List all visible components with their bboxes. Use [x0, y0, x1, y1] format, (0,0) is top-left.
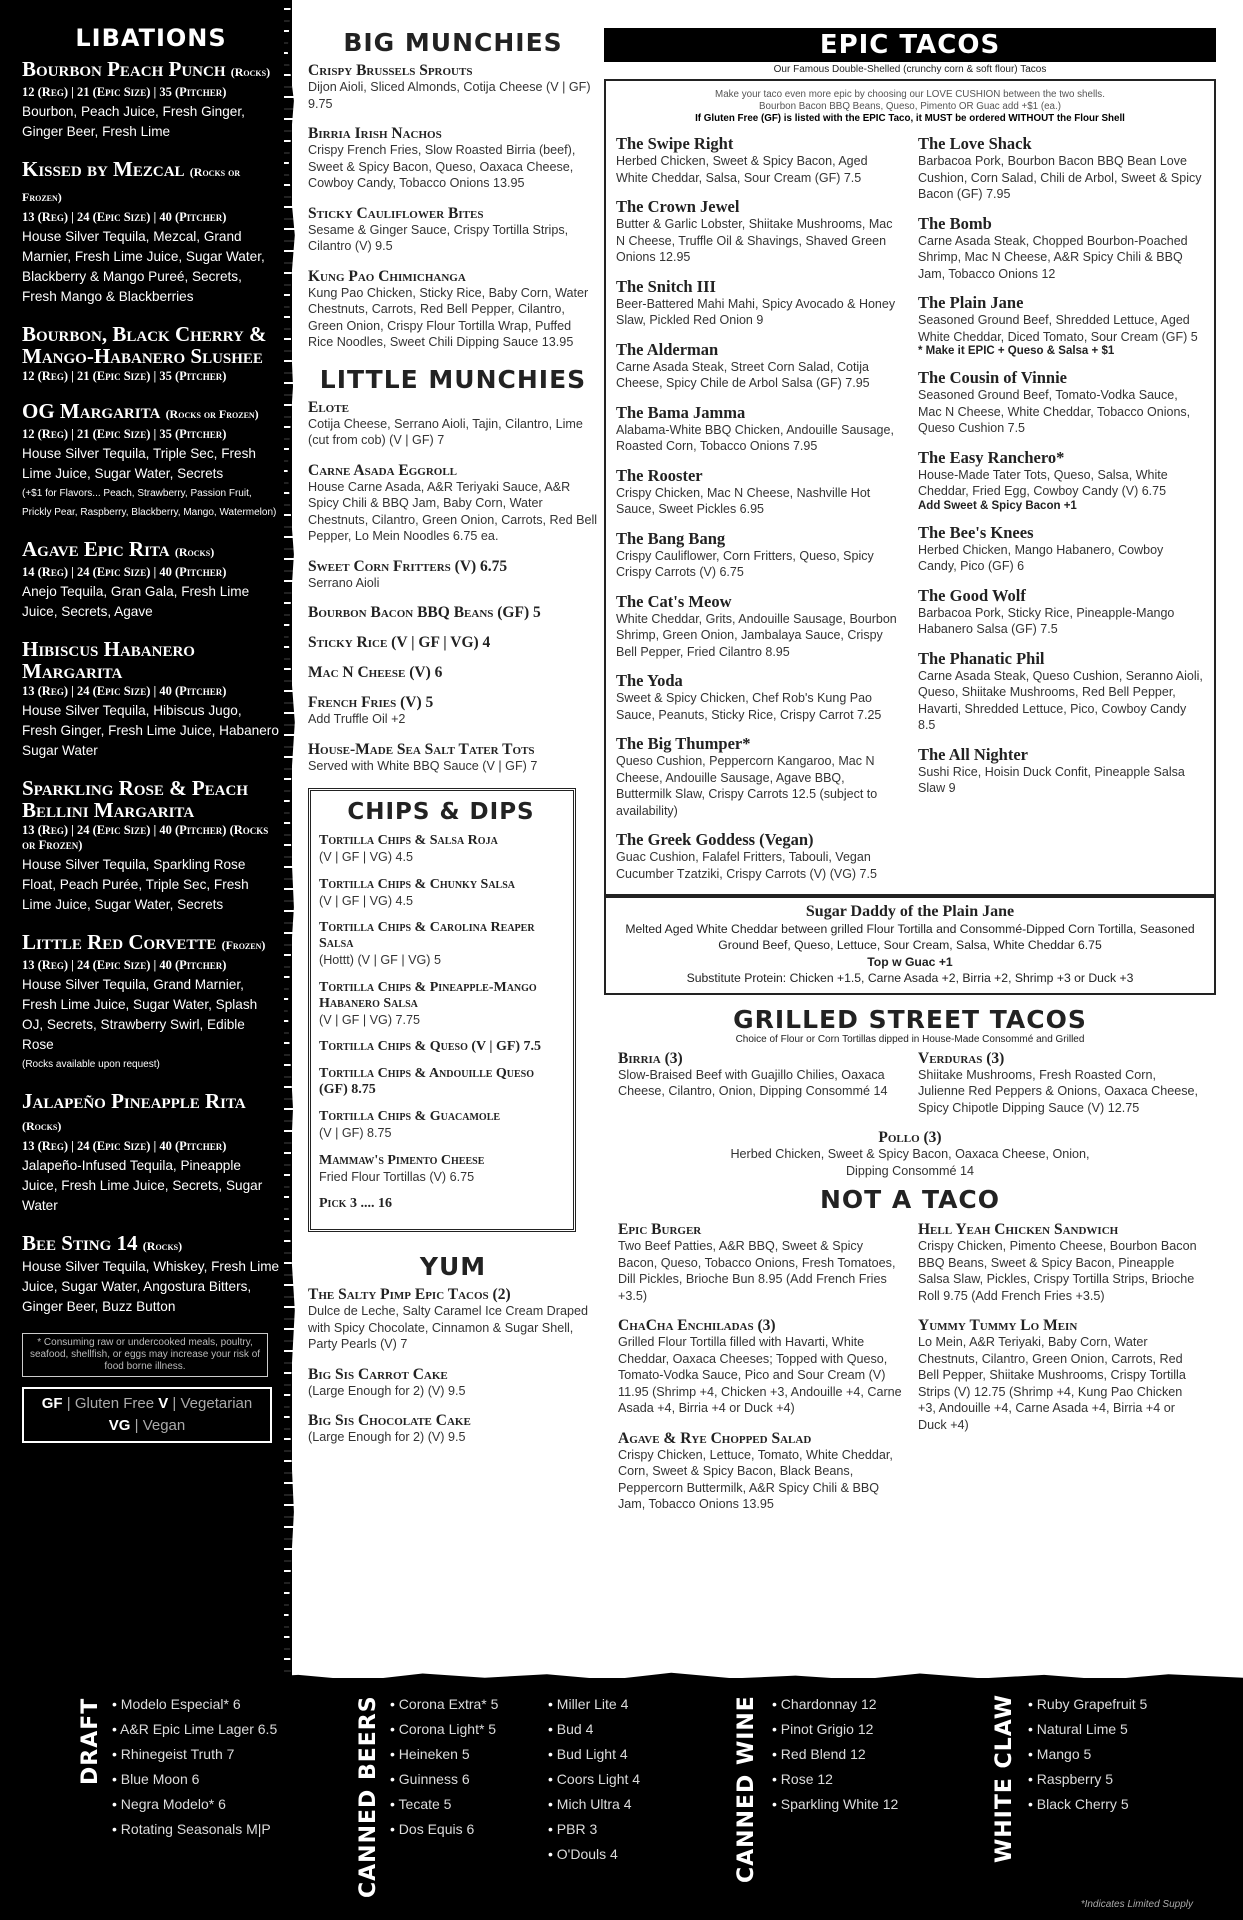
- drink-list-item: • Rhinegeist Truth 7: [112, 1742, 277, 1767]
- drink-name: [22, 158, 280, 208]
- drink-list-item: • Mango 5: [1028, 1742, 1147, 1767]
- taco-item: [918, 449, 1204, 512]
- taco-item: [918, 135, 1204, 203]
- drink-list-item: • Modelo Especial* 6: [112, 1692, 277, 1717]
- drink-desc: House Silver Tequila, Grand Marnier, Fresh Lime Juice, Sugar Water, Splash OJ, Secrets, Strawberry Swirl, Edible Rose: [22, 977, 258, 1052]
- taco-name: The Alderman: [616, 339, 719, 359]
- chips-dips-title: CHIPS & DIPS: [347, 799, 535, 825]
- drink-name: [22, 1232, 280, 1257]
- item-name: Big Sis Chocolate Cake: [308, 1412, 471, 1429]
- street-tacos-section: GRILLED STREET TACOS Choice of Flour or Corn Tortillas dipped in House-Made Consommé and Grilled Birria (3) Slow-Braised Beef with Guajillo Chilies, Oaxaca Cheese, Cilantro, Onion, Dipping Consommé 14 Verduras (3) Shiitake Mushrooms, Fresh Roasted Corn, Julienne Red Peppers & Onions, Oaxaca Cheese, Spicy Chipotle Dipping Sauce (V) 12.75 Pollo (3) Herbed Chicken, Sweet & Spicy Bacon, Oaxaca Cheese, Onion, Dipping Consommé 14: [604, 1005, 1216, 1180]
- drink-name-text: Hibiscus Habanero Margarita: [22, 637, 195, 683]
- tacos-right-list: [918, 135, 1204, 894]
- taco-item: [918, 587, 1204, 638]
- menu-item: [319, 833, 563, 866]
- taco-name: The Big Thumper*: [616, 734, 751, 753]
- menu-item: [319, 877, 563, 910]
- item-desc: (Large Enough for 2) (V) 9.5: [308, 1430, 466, 1444]
- munchies-column: [308, 28, 598, 1460]
- item-name: Tortilla Chips & Chunky Salsa: [319, 876, 516, 892]
- yum-title: YUM: [419, 1252, 487, 1281]
- item-desc: Serrano Aioli: [308, 575, 380, 590]
- drink-item: [22, 638, 280, 761]
- drink-item: [22, 777, 280, 915]
- item-name: Birria Irish Nachos: [308, 125, 442, 142]
- taco-name: The All Nighter: [918, 744, 1028, 764]
- taco-desc: Queso Cushion, Peppercorn Kangaroo, Mac N Cheese, Andouille Sausage, Agave BBQ, Buttermilk Slaw, Crispy Carrots 12.5 (subject to availability): [616, 754, 878, 818]
- drink-price: 13 (Reg) | 24 (Epic Size) | 40 (Pitcher): [22, 210, 227, 224]
- drink-list-item: • Guinness 6: [390, 1767, 498, 1792]
- menu-item: [308, 1287, 598, 1353]
- drink-desc: House Silver Tequila, Mezcal, Grand Marnier, Fresh Lime Juice, Sugar Water, Blackberry & Mango Pureé, Secrets, Fresh Mango & Blackberries: [22, 229, 265, 304]
- drink-item: [22, 1090, 280, 1216]
- item-name: ChaCha Enchiladas (3): [618, 1317, 776, 1334]
- item-desc: Crispy French Fries, Slow Roasted Birria (beef), Sweet & Spicy Bacon, Queso, Oaxaca Cheese, Cowboy Candy, Tobacco Onions 13.95: [308, 143, 576, 190]
- item-desc: (Large Enough for 2) (V) 9.5: [308, 1383, 466, 1398]
- taco-name: The Bama Jamma: [616, 402, 746, 422]
- item-name: Tortilla Chips & Pineapple-Mango Habanero Salsa: [319, 979, 537, 1011]
- item-desc: Lo Mein, A&R Teriyaki, Baby Corn, Water Chestnuts, Cilantro, Green Onion, Carrots, Red Bell Pepper, Shiitake Mushrooms, Crispy Tortilla Strips (V) 12.75 (Shrimp +4, Kung Pao Chicken +3, Andouille +4, Carne Asada +4, Birria +4 or Duck +4): [918, 1335, 1186, 1432]
- drinks-list: [22, 58, 280, 1317]
- street-tacos-title: GRILLED STREET TACOS: [733, 1004, 1087, 1034]
- taco-desc: Herbed Chicken, Sweet & Spicy Bacon, Aged White Cheddar, Salsa, Sour Cream (GF) 7.5: [616, 154, 868, 185]
- drink-list-item: • Sparkling White 12: [772, 1792, 898, 1817]
- drink-list-item: • Black Cherry 5: [1028, 1792, 1147, 1817]
- taco-name: The Greek Goddess (Vegan): [616, 830, 814, 849]
- item-desc: (V | GF | VG) 7.75: [319, 1012, 421, 1027]
- menu-item: [308, 126, 598, 192]
- drink-name: [22, 1090, 280, 1137]
- epic-tacos-box: [604, 79, 1216, 896]
- drink-desc: Bourbon, Peach Juice, Fresh Ginger, Ginger Beer, Fresh Lime: [22, 104, 245, 139]
- item-name: Sticky Cauliflower Bites: [308, 204, 484, 222]
- sugar-daddy-box: Sugar Daddy of the Plain Jane Melted Aged White Cheddar between grilled Flour Tortilla and Consommé-Dipped Corn Tortilla, Seasoned Ground Beef, Queso, Lettuce, Sour Cream, Salsa, White Cheddar 6.75 Top w Guac +1 Substitute Protein: Chicken +1.5, Carne Asada +2, Birria +2, Shrimp +3 or Duck +3: [604, 896, 1216, 995]
- item-desc: Crispy Chicken, Lettuce, Tomato, White Cheddar, Corn, Sweet & Spicy Bacon, Black Beans, Peppercorn Buttermilk, A&R Spicy Chili & BBQ Jam, Tobacco Onions 13.95: [618, 1447, 893, 1511]
- taco-desc: House-Made Tater Tots, Queso, Salsa, White Cheddar, Fried Egg, Cowboy Candy (V) 6.75: [918, 467, 1168, 498]
- drink-desc: House Silver Tequila, Sparkling Rose Float, Peach Purée, Triple Sec, Fresh Lime Juice, Sugar Water, Secrets: [22, 857, 249, 912]
- not-taco-left: [618, 1222, 902, 1527]
- drink-item: [22, 538, 280, 622]
- drink-tag: (Rocks): [22, 1119, 62, 1133]
- drink-item: [22, 400, 280, 522]
- drink-desc: Anejo Tequila, Gran Gala, Fresh Lime Juice, Secrets, Agave: [22, 584, 250, 619]
- not-a-taco-section: [604, 1185, 1216, 1527]
- drink-list-item: • Blue Moon 6: [112, 1767, 277, 1792]
- item-desc: (V | GF | VG) 4.5: [319, 850, 414, 864]
- drink-list-item: • Mich Ultra 4: [548, 1792, 640, 1817]
- taco-item: [616, 404, 902, 455]
- libations-title: LIBATIONS: [75, 24, 227, 52]
- drink-list-item: • Heineken 5: [390, 1742, 498, 1767]
- menu-item: [319, 920, 563, 969]
- taco-desc: Butter & Garlic Lobster, Shiitake Mushrooms, Mac N Cheese, Truffle Oil & Shavings, Shaved Green Onions 12.95: [616, 217, 893, 264]
- taco-item: [616, 198, 902, 266]
- menu-item: [918, 1318, 1202, 1433]
- taco-item: [616, 135, 902, 186]
- menu-item: [308, 269, 598, 351]
- item-name: French Fries (V) 5: [308, 694, 434, 711]
- taco-desc: White Cheddar, Grits, Andouille Sausage, Bourbon Shrimp, Green Onion, Jambalaya Sauce, Crispy Bell Pepper, Fried Cilantro 8.95: [616, 611, 897, 659]
- canned-beers-label: CANNED BEERS: [356, 1695, 381, 1898]
- menu-item: [918, 1222, 1202, 1304]
- taco-item: [616, 530, 902, 581]
- drink-name-text: OG Margarita: [22, 399, 161, 423]
- drink-price: 14 (Reg) | 24 (Epic Size) | 40 (Pitcher): [22, 565, 227, 579]
- little-munchies-title: LITTLE MUNCHIES: [319, 364, 587, 394]
- item-desc: Dijon Aioli, Sliced Almonds, Cotija Cheese (V | GF) 9.75: [308, 80, 591, 111]
- item-name: Sticky Rice (V | GF | VG) 4: [308, 634, 491, 651]
- item-desc: Add Truffle Oil +2: [308, 712, 406, 726]
- taco-item: [918, 294, 1204, 357]
- drink-item: [22, 58, 280, 142]
- taco-name: The Cousin of Vinnie: [918, 368, 1067, 387]
- item-desc: Served with White BBQ Sauce (V | GF) 7: [308, 758, 538, 773]
- item-name: Tortilla Chips & Andouille Queso (GF) 8.75: [319, 1066, 535, 1097]
- draft-label: DRAFT: [78, 1698, 103, 1786]
- drink-price: 12 (Reg) | 21 (Epic Size) | 35 (Pitcher): [22, 85, 227, 99]
- drink-tag: (Rocks): [230, 65, 271, 79]
- libations-panel: [0, 0, 292, 1680]
- taco-desc: Crispy Cauliflower, Corn Fritters, Queso, Spicy Crispy Carrots (V) 6.75: [616, 548, 874, 579]
- menu-item: [308, 605, 598, 621]
- item-name: Kung Pao Chimichanga: [308, 267, 466, 285]
- item-desc: (V | GF | VG) 4.5: [319, 893, 414, 908]
- taco-item: [918, 369, 1204, 437]
- taco-name: The Rooster: [616, 465, 703, 485]
- little-munchies-list: [308, 400, 598, 775]
- taco-item: [918, 524, 1204, 575]
- menu-item: [319, 1196, 563, 1212]
- item-desc: (Hottt) (V | GF | VG) 5: [319, 953, 441, 967]
- chips-dips-list: [319, 833, 563, 1212]
- drink-name: [22, 323, 280, 367]
- item-name: Tortilla Chips & Salsa Roja: [319, 833, 498, 848]
- item-name: Crispy Brussels Sprouts: [308, 62, 473, 79]
- draft-list: [112, 1692, 277, 1842]
- drink-list-item: • Corona Light* 5: [390, 1717, 498, 1742]
- drink-list-item: • Chardonnay 12: [772, 1692, 898, 1717]
- drink-desc: House Silver Tequila, Triple Sec, Fresh Lime Juice, Sugar Water, Secrets: [22, 446, 256, 481]
- drink-desc: House Silver Tequila, Hibiscus Jugo, Fresh Ginger, Fresh Lime Juice, Habanero Sugar Water: [22, 703, 279, 758]
- taco-desc: Carne Asada Steak, Queso Cushion, Seranno Aioli, Queso, Shiitake Mushrooms, Red Bell Pepper, Havarti, Shredded Lettuce, Pico, Cowboy Candy 8.5: [918, 668, 1203, 732]
- menu-item: [308, 559, 598, 592]
- item-name: Agave & Rye Chopped Salad: [618, 1429, 812, 1447]
- drink-name-text: Little Red Corvette: [22, 930, 217, 954]
- taco-extra: * Make it EPIC + Queso & Salsa + $1: [918, 345, 1115, 357]
- taco-item: [918, 650, 1204, 734]
- drink-price: 12 (Reg) | 21 (Epic Size) | 35 (Pitcher): [22, 369, 227, 383]
- drink-list-item: • Corona Extra* 5: [390, 1692, 498, 1717]
- taco-extra: Add Sweet & Spicy Bacon +1: [918, 499, 1077, 512]
- taco-desc: Crispy Chicken, Mac N Cheese, Nashville Hot Sauce, Sweet Pickles 6.95: [616, 485, 871, 516]
- menu-item: [618, 1431, 902, 1513]
- menu-item: [308, 400, 598, 449]
- taco-item: [616, 278, 902, 329]
- item-desc: Cotija Cheese, Serrano Aioli, Tajin, Cilantro, Lime (cut from cob) (V | GF) 7: [308, 416, 583, 447]
- menu-item: [308, 63, 598, 112]
- big-munchies-list: [308, 63, 598, 351]
- diet-legend: GF | Gluten Free V | Vegetarian VG | Vegan: [22, 1387, 272, 1443]
- drinks-bar: [0, 1678, 1243, 1920]
- not-a-taco-title: NOT A TACO: [819, 1185, 1001, 1214]
- taco-item: [616, 341, 902, 392]
- taco-desc: Seasoned Ground Beef, Tomato-Vodka Sauce, Mac N Cheese, White Cheddar, Tobacco Onions, Queso Cushion 7.5: [918, 388, 1191, 435]
- white-claw-label: WHITE CLAW: [992, 1693, 1017, 1863]
- taco-desc: Herbed Chicken, Mango Habanero, Cowboy Candy, Pico (GF) 6: [918, 542, 1164, 573]
- drink-list-item: • Rotating Seasonals M|P: [112, 1817, 277, 1842]
- drink-price: 13 (Reg) | 24 (Epic Size) | 40 (Pitcher) (Rocks or Frozen): [22, 823, 269, 852]
- item-name: Mammaw's Pimento Cheese: [319, 1152, 485, 1168]
- menu-item: [319, 1066, 563, 1098]
- drink-name: [22, 638, 280, 682]
- drink-name: [22, 400, 280, 425]
- taco-item: [918, 215, 1204, 283]
- menu-item: [308, 206, 598, 255]
- drink-list-item: • Red Blend 12: [772, 1742, 898, 1767]
- drink-list-item: • Pinot Grigio 12: [772, 1717, 898, 1742]
- drink-list-item: • PBR 3: [548, 1817, 640, 1842]
- not-taco-right: [918, 1222, 1202, 1527]
- item-name: Big Sis Carrot Cake: [308, 1365, 448, 1383]
- drink-name-text: Agave Epic Rita: [22, 537, 170, 561]
- drink-name-text: Bourbon, Black Cherry & Mango-Habanero Slushee: [22, 322, 267, 368]
- epic-tacos-subtitle: Our Famous Double-Shelled (crunchy corn & soft flour) Tacos: [773, 64, 1047, 75]
- big-munchies-title: BIG MUNCHIES: [343, 28, 563, 57]
- taco-item: [616, 735, 902, 819]
- drink-price: 13 (Reg) | 24 (Epic Size) | 40 (Pitcher): [22, 958, 227, 972]
- drink-name-text: Kissed by Mezcal: [22, 157, 185, 181]
- menu-item: [308, 463, 598, 545]
- menu-item: [319, 1109, 563, 1142]
- taco-name: The Good Wolf: [918, 585, 1026, 605]
- item-name: Hell Yeah Chicken Sandwich: [918, 1221, 1119, 1238]
- canned-wine-list: [772, 1692, 898, 1817]
- item-name: Yummy Tummy Lo Mein: [918, 1317, 1078, 1334]
- drink-list-item: • Bud Light 4: [548, 1742, 640, 1767]
- item-name: Pick 3 .... 16: [319, 1196, 392, 1211]
- drink-tag: (Frozen): [221, 938, 266, 952]
- menu-item: [308, 1413, 598, 1446]
- menu-item: [308, 635, 598, 651]
- taco-name: The Yoda: [616, 671, 683, 690]
- item-desc: Sesame & Ginger Sauce, Crispy Tortilla Strips, Cilantro (V) 9.5: [308, 222, 569, 253]
- white-claw-list: [1028, 1692, 1147, 1817]
- taco-name: The Love Shack: [918, 134, 1032, 153]
- menu-item: [618, 1318, 902, 1417]
- chips-dips-box: [308, 788, 576, 1232]
- item-name: Tortilla Chips & Guacamole: [319, 1109, 501, 1124]
- item-name: The Salty Pimp Epic Tacos (2): [308, 1286, 511, 1303]
- taco-name: The Phanatic Phil: [918, 648, 1045, 668]
- menu-item: [319, 980, 563, 1029]
- tacos-left-list: [616, 135, 902, 894]
- taco-item: [616, 593, 902, 661]
- drink-item: [22, 931, 280, 1074]
- drink-name: [22, 777, 280, 821]
- taco-item: [616, 672, 902, 723]
- drink-list-item: • Natural Lime 5: [1028, 1717, 1147, 1742]
- drink-list-item: • Raspberry 5: [1028, 1767, 1147, 1792]
- drink-note: (+$1 for Flavors... Peach, Strawberry, Passion Fruit, Prickly Pear, Raspberry, Blackberry, Mango, Watermelon): [22, 488, 277, 518]
- drink-tag: (Rocks): [142, 1239, 183, 1253]
- item-name: Bourbon Bacon BBQ Beans (GF) 5: [308, 604, 541, 621]
- drink-name-text: Jalapeño Pineapple Rita: [22, 1089, 246, 1113]
- drink-list-item: • Dos Equis 6: [390, 1817, 498, 1842]
- taco-desc: Carne Asada Steak, Street Corn Salad, Cotija Cheese, Spicy Chile de Arbol Salsa (GF) 7.95: [616, 359, 870, 390]
- taco-name: The Plain Jane: [918, 293, 1024, 312]
- taco-desc: Carne Asada Steak, Chopped Bourbon-Poached Shrimp, Mac N Cheese, A&R Spicy Chili & BBQ Jam, Tobacco Onions 12: [918, 233, 1188, 281]
- taco-name: The Bee's Knees: [918, 522, 1034, 542]
- drink-name: [22, 58, 280, 83]
- drink-list-item: • Ruby Grapefruit 5: [1028, 1692, 1147, 1717]
- taco-desc: Barbacoa Pork, Sticky Rice, Pineapple-Mango Habanero Salsa (GF) 7.5: [918, 605, 1175, 636]
- drink-price: 13 (Reg) | 24 (Epic Size) | 40 (Pitcher): [22, 684, 227, 698]
- taco-name: The Swipe Right: [616, 134, 734, 153]
- taco-name: The Cat's Meow: [616, 591, 732, 611]
- menu-item: [618, 1222, 902, 1304]
- canned-beers-list-2: [548, 1692, 640, 1867]
- drink-list-item: • O'Douls 4: [548, 1842, 640, 1867]
- taco-desc: Guac Cushion, Falafel Fritters, Tabouli, Vegan Cucumber Tzatziki, Crispy Carrots (V) (VG) 7.5: [616, 850, 877, 881]
- taco-desc: Seasoned Ground Beef, Shredded Lettuce, Aged White Cheddar, Diced Tomato, Sour Cream (GF) 5: [918, 313, 1198, 344]
- drink-name-text: Bee Sting 14: [22, 1231, 138, 1255]
- taco-item: [616, 467, 902, 518]
- tacos-column: [604, 28, 1216, 1527]
- taco-desc: Barbacoa Pork, Bourbon Bacon BBQ Bean Love Cushion, Corn Salad, Chili de Arbol, Sweet & Spicy Bacon (GF) 7.95: [918, 154, 1202, 201]
- taco-desc: Sweet & Spicy Chicken, Chef Rob's Kung Pao Sauce, Peanuts, Sticky Rice, Crispy Carrot 7.25: [616, 691, 882, 722]
- drink-name: [22, 538, 280, 563]
- menu-item: [308, 1367, 598, 1400]
- drink-item: [22, 158, 280, 307]
- taco-desc: Beer-Battered Mahi Mahi, Spicy Avocado & Honey Slaw, Pickled Red Onion 9: [616, 296, 896, 327]
- limited-supply-note: *Indicates Limited Supply: [1080, 1899, 1193, 1910]
- menu-item: [319, 1153, 563, 1186]
- item-desc: Two Beef Patties, A&R BBQ, Sweet & Spicy Bacon, Queso, Tobacco Onions, Fresh Tomatoes, Dill Pickles, Brioche Bun 8.95 (Add French Fries +3.5): [618, 1239, 896, 1303]
- item-desc: House Carne Asada, A&R Teriyaki Sauce, A&R Spicy Chili & BBQ Jam, Baby Corn, Water Chestnuts, Cilantro, Green Onion, Carrots, Red Bell Pepper, Lo Mein Noodles 6.75 ea.: [308, 479, 598, 543]
- drink-item: [22, 323, 280, 384]
- taco-name: The Easy Ranchero*: [918, 447, 1065, 467]
- drink-desc: Jalapeño-Infused Tequila, Pineapple Juice, Fresh Lime Juice, Secrets, Sugar Water: [22, 1158, 263, 1213]
- drink-list-item: • Tecate 5: [390, 1792, 498, 1817]
- drink-list-item: • Negra Modelo* 6: [112, 1792, 277, 1817]
- item-desc: Kung Pao Chicken, Sticky Rice, Baby Corn, Water Chestnuts, Carrots, Red Bell Pepper, Cilantro, Green Onion, Crispy Flour Tortilla Wrap, Puffed Rice Noodles, Sweet Chili Dipping Sauce 13.95: [308, 285, 589, 349]
- drink-desc: House Silver Tequila, Whiskey, Fresh Lime Juice, Sugar Water, Angostura Bitters, Ginger Beer, Buzz Button: [22, 1259, 280, 1314]
- drink-price: 12 (Reg) | 21 (Epic Size) | 35 (Pitcher): [22, 427, 227, 441]
- drink-list-item: • A&R Epic Lime Lager 6.5: [112, 1717, 277, 1742]
- drink-name: [22, 931, 280, 956]
- item-name: Epic Burger: [618, 1221, 702, 1238]
- drink-name-text: Bourbon Peach Punch: [22, 57, 226, 81]
- menu-item: [308, 665, 598, 681]
- item-name: Elote: [308, 398, 349, 416]
- taco-name: The Bang Bang: [616, 528, 726, 548]
- drink-list-item: • Miller Lite 4: [548, 1692, 640, 1717]
- item-name: Mac N Cheese (V) 6: [308, 664, 443, 681]
- taco-name: The Bomb: [918, 213, 992, 233]
- street-tacos-subtitle: Choice of Flour or Corn Tortillas dipped in House-Made Consommé and Grilled: [735, 1033, 1085, 1045]
- menu-item: [308, 695, 598, 728]
- item-desc: (V | GF) 8.75: [319, 1126, 392, 1140]
- drink-list-item: • Bud 4: [548, 1717, 640, 1742]
- taco-item: [918, 746, 1204, 797]
- epic-intro: Make your taco even more epic by choosing our LOVE CUSHION between the two shells. Bourbon Bacon BBQ Beans, Queso, Pimento OR Guac add +$1 (ea.) If Gluten Free (GF) is listed with the EPIC Taco, it MUST be ordered WITHOUT the Flour Shell: [695, 89, 1125, 124]
- drink-tag: (Rocks or Frozen): [22, 165, 241, 204]
- epic-tacos-title: EPIC TACOS: [604, 28, 1216, 62]
- taco-name: The Snitch III: [616, 276, 716, 296]
- drink-list-item: • Coors Light 4: [548, 1767, 640, 1792]
- menu-item: [308, 742, 598, 775]
- taco-name: The Crown Jewel: [616, 197, 740, 216]
- drink-tag: (Rocks or Frozen): [165, 407, 259, 421]
- item-name: House-Made Sea Salt Tater Tots: [308, 740, 535, 758]
- item-name: Sweet Corn Fritters (V) 6.75: [308, 557, 508, 575]
- drink-list-item: • Rose 12: [772, 1767, 898, 1792]
- item-desc: Grilled Flour Tortilla filled with Havarti, White Cheddar, Oaxaca Cheeses; Topped with Queso, Tomato-Vodka Sauce, Pico and Sour Cream (V) 11.95 (Shrimp +4, Chicken +3, Andouille +4, Carne Asada +4, Birria +4 or Duck +4): [618, 1335, 902, 1415]
- taco-desc: Alabama-White BBQ Chicken, Andouille Sausage, Roasted Corn, Tobacco Onions 7.95: [616, 422, 894, 453]
- item-desc: Crispy Chicken, Pimento Cheese, Bourbon Bacon BBQ Beans, Sweet & Spicy Bacon, Pineapple Salsa Slaw, Pickles, Crispy Tortilla Strips, Brioche Roll 9.75 (Add French Fries +3.5): [918, 1239, 1197, 1303]
- item-name: Tortilla Chips & Carolina Reaper Salsa: [319, 920, 535, 951]
- item-name: Carne Asada Eggroll: [308, 461, 458, 479]
- food-warning: * Consuming raw or undercooked meals, poultry, seafood, shellfish, or eggs may increase your risk of food borne illness.: [22, 1333, 268, 1377]
- taco-desc: Sushi Rice, Hoisin Duck Confit, Pineapple Salsa Slaw 9: [918, 764, 1185, 795]
- drink-tag: (Rocks): [174, 545, 215, 559]
- yum-list: [308, 1287, 598, 1446]
- item-desc: Fried Flour Tortillas (V) 6.75: [319, 1169, 475, 1184]
- item-desc: Dulce de Leche, Salty Caramel Ice Cream Draped with Spicy Chocolate, Cinnamon & Sugar Shell, Party Pearls (V) 7: [308, 1304, 588, 1351]
- canned-wine-label: CANNED WINE: [734, 1695, 759, 1883]
- drink-price: 13 (Reg) | 24 (Epic Size) | 40 (Pitcher): [22, 1139, 227, 1153]
- drink-item: [22, 1232, 280, 1317]
- drink-note: (Rocks available upon request): [22, 1059, 160, 1070]
- canned-beers-list-1: [390, 1692, 498, 1842]
- item-name: Tortilla Chips & Queso (V | GF) 7.5: [319, 1039, 542, 1054]
- taco-item: [616, 831, 902, 882]
- menu-item: [319, 1039, 563, 1055]
- drink-name-text: Sparkling Rose & Peach Bellini Margarita: [22, 776, 248, 822]
